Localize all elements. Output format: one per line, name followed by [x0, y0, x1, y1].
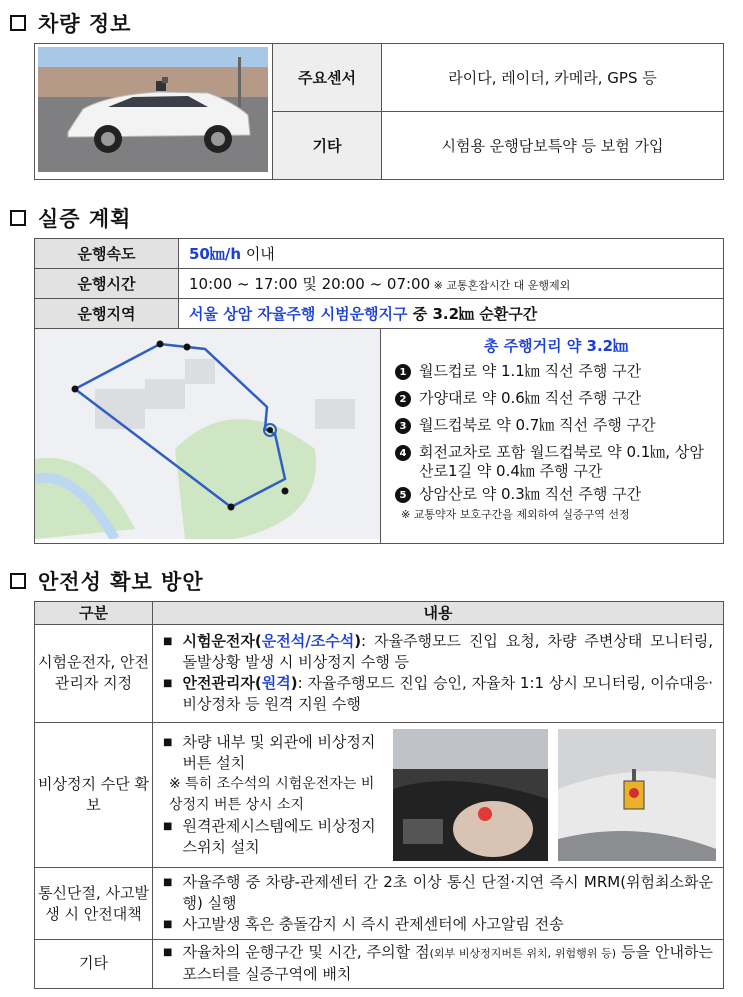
- route-total: 총 주행거리 약 3.2㎞: [483, 337, 629, 355]
- number-circle-icon: 3: [395, 418, 411, 434]
- route-item: 1 월드컵로 약 1.1㎞ 직선 주행 구간: [395, 362, 717, 381]
- etc-label: 기타: [273, 112, 382, 180]
- route-note: ※ 교통약자 보호구간을 제외하여 실증구역 선정: [401, 508, 630, 521]
- route-description-cell: [381, 329, 724, 544]
- route-marker: [282, 488, 289, 495]
- route-marker: [72, 386, 79, 393]
- area-label: 운행지역: [35, 299, 179, 329]
- number-circle-icon: 5: [395, 487, 411, 503]
- route-marker: [184, 344, 191, 351]
- row1-content: ■ 시험운전자(운전석/조수석): 자율주행모드 진입 요청, 차량 주변상태 모니터링, 돌발상황 발생 시 비상정지 수행 등 ■ 안전관리자(원격): 자율주행모드 진입 승인, 자율차 1:1 상시 모니터링, 이슈대응·비상정차 등 원격 지원 수행: [153, 624, 724, 722]
- row4-content: ■ 자율차의 운행구간 및 시간, 주의할 점(외부 비상정지버튼 위치, 위험행위 등) 등을 안내하는 포스터를 실증구역에 배치: [153, 939, 724, 988]
- route-item: 2 가양대로 약 0.6㎞ 직선 주행 구간: [395, 389, 717, 408]
- speed-value: 50㎞/h: [189, 245, 242, 263]
- etc-value: 시험용 운행담보특약 등 보험 가입: [382, 112, 724, 180]
- interior-button-photo: [393, 729, 548, 861]
- time-label: 운행시간: [35, 269, 179, 299]
- route-item: 3 월드컵북로 약 0.7㎞ 직선 주행 구간: [395, 416, 717, 435]
- row2-note: ※ 특히 조수석의 시험운전자는 비상정지 버튼 상시 소지: [169, 775, 375, 813]
- vehicle-photo-cell: [35, 44, 273, 180]
- checkbox-square-icon: [10, 15, 26, 31]
- bullet-square-icon: ■: [163, 678, 173, 690]
- sensor-value: 라이다, 레이더, 카메라, GPS 등: [382, 44, 724, 112]
- section-title-safety: 안전성 확보 방안: [10, 566, 204, 596]
- plan-table: [34, 238, 724, 544]
- checkbox-square-icon: [10, 210, 26, 226]
- bullet-square-icon: ■: [163, 736, 173, 748]
- speed-value-cell: 50㎞/h 이내: [179, 239, 724, 269]
- route-marker: [157, 341, 164, 348]
- exterior-button-photo: [558, 729, 716, 861]
- row2-content: ■ 차량 내부 및 외관에 비상정지 버튼 설치 ※ 특히 조수석의 시험운전자는 비상정지 버튼 상시 소지 ■ 원격관제시스템에도 비상정지 스위치 설치: [153, 722, 724, 867]
- bullet-square-icon: ■: [163, 947, 173, 959]
- vehicle-info-table: [34, 43, 724, 180]
- section-title-vehicle: 차량 정보: [10, 8, 131, 38]
- route-map: [35, 329, 380, 539]
- speed-label: 운행속도: [35, 239, 179, 269]
- number-circle-icon: 1: [395, 364, 411, 380]
- route-item: 5 상암산로 약 0.3㎞ 직선 주행 구간: [395, 485, 717, 504]
- row4-category: 기타: [35, 939, 153, 988]
- number-circle-icon: 2: [395, 391, 411, 407]
- bullet-square-icon: ■: [163, 820, 173, 832]
- route-item: 4 회전교차로 포함 월드컵북로 약 0.1㎞, 상암산로1길 약 0.4㎞ 주행 구간: [395, 443, 717, 481]
- sensor-label: 주요센서: [273, 44, 382, 112]
- safety-table: [34, 601, 724, 989]
- bullet-square-icon: ■: [163, 919, 173, 930]
- time-value-cell: 10:00 ~ 17:00 및 20:00 ~ 07:00 ※ 교통혼잡시간 대 운행제외: [179, 269, 724, 299]
- bullet-square-icon: ■: [163, 877, 173, 888]
- area-value-cell: 서울 상암 자율주행 시범운행지구 중 3.2㎞ 순환구간: [179, 299, 724, 329]
- route-map-cell: [35, 329, 381, 544]
- number-circle-icon: 4: [395, 445, 411, 461]
- row1-category: 시험운전자, 안전관리자 지정: [35, 624, 153, 722]
- header-category: 구분: [35, 602, 153, 625]
- section-title-plan: 실증 계획: [10, 203, 131, 233]
- vehicle-photo: [38, 47, 268, 172]
- bullet-square-icon: ■: [163, 636, 173, 648]
- route-marker: [267, 427, 273, 433]
- header-content: 내용: [153, 602, 724, 625]
- row2-category: 비상정지 수단 확보: [35, 722, 153, 867]
- row3-category: 통신단절, 사고발생 시 안전대책: [35, 868, 153, 940]
- route-marker: [228, 504, 235, 511]
- checkbox-square-icon: [10, 573, 26, 589]
- row3-content: ■ 자율주행 중 차량-관제센터 간 2초 이상 통신 단절·지연 즉시 MRM(위험최소화운행) 실행 ■ 사고발생 혹은 충돌감지 시 즉시 관제센터에 사고알림 전송: [153, 868, 724, 940]
- time-note: ※ 교통혼잡시간 대 운행제외: [430, 279, 571, 292]
